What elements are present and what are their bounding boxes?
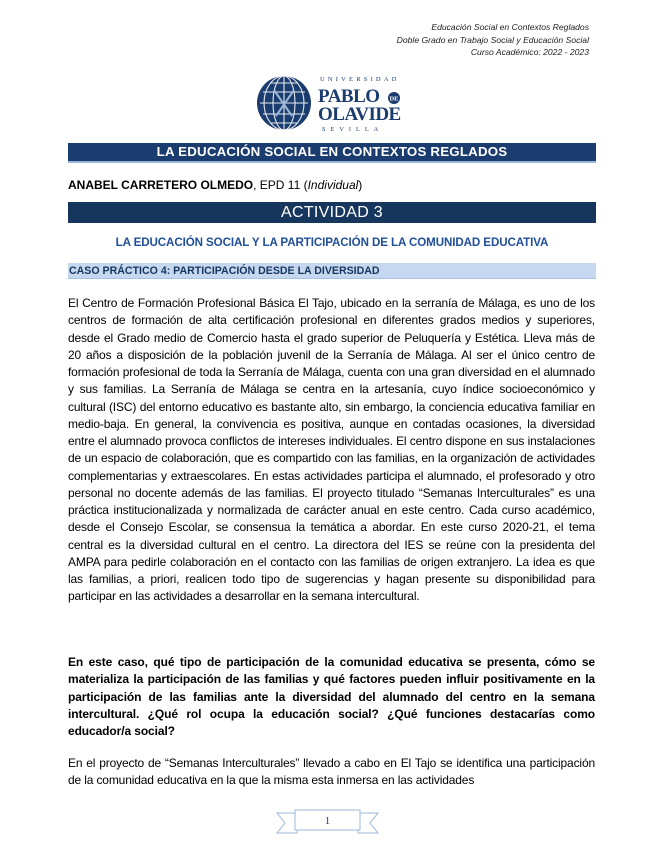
page-number-ribbon [275, 807, 380, 837]
page-number: 1 [324, 815, 331, 827]
university-logo [256, 72, 416, 134]
author-name: ANABEL CARRETERO OLMEDO [68, 178, 254, 192]
logo-top-text: UNIVERSIDAD [320, 76, 400, 83]
globe-emblem [257, 76, 311, 130]
logo-name-line2: OLAVIDE [318, 104, 401, 125]
logo-name-line1: PABLO [318, 86, 380, 107]
author-line [68, 178, 362, 192]
logo-name-de: DE [389, 95, 399, 103]
header-academic-year: Curso Académico: 2022 - 2023 [470, 47, 589, 58]
header-degree: Doble Grado en Trabajo Social y Educación Social [396, 34, 589, 45]
author-close: ) [358, 178, 363, 192]
logo-city: SEVILLA [322, 126, 384, 133]
answer-paragraph: En el proyecto de “Semanas Interculturales” llevado a cabo en El Tajo se identifica una participación de la comunidad educativa en la que la misma esta inmersa en las actividades [68, 756, 595, 788]
author-mode: Individual [307, 178, 359, 192]
course-title-banner: LA EDUCACIÓN SOCIAL EN CONTEXTOS REGLADOS [68, 143, 596, 163]
case-description-paragraph: El Centro de Formación Profesional Básica El Tajo, ubicado en la serranía de Málaga, es uno de los centros de formación de alta certificación profesional en diferentes grados medios y superiores, desde el Grado medio de Comercio hasta el grado superior de Peluquería y Estética. Lleva más de 20 años a disposición de la población juvenil de la Serranía de Málaga. Al ser el único centro de formación profesional de toda la Serranía de Málaga, cuenta con una gran diversidad en el alumnado y sus familias. La Serranía de Málaga se centra en la artesanía, cuyo índice socioeconómico y cultural (ISC) del entorno educativo es bastante alto, sin embargo, la conciencia educativa familiar en medio-baja. En general, la convivencia es positiva, aunque en contadas ocasiones, la diversidad entre el alumnado provoca conflictos de intereses individuales. El centro dispone en sus instalaciones de un espacio de colaboración, que es compartido con las familias, en la organización de actividades complementarias y extraescolares. En estas actividades participa el alumnado, el profesorado y otro personal no docente además de las familias. El proyecto titulado “Semanas Interculturales” es una práctica institucionalizada y normalizada de carácter anual en este centro. Cada curso académico, desde el Consejo Escolar, se consensua la temática a abordar. En este curso 2020-21, el tema central es la diversidad cultural en el centro. La directora del IES se reúne con la presidenta del AMPA para pedirle colaboración en el contacto con las familias de origen extranjero. La idea es que las familias, a priori, realicen todo tipo de sugerencias y hagan presente su disponibilidad para participar en las actividades a desarrollar en la semana intercultural. [68, 296, 595, 604]
activity-banner: ACTIVIDAD 3 [68, 202, 596, 223]
author-group: , EPD 11 ( [253, 178, 308, 192]
activity-subtitle: LA EDUCACIÓN SOCIAL Y LA PARTICIPACIÓN DE LA COMUNIDAD EDUCATIVA [115, 236, 549, 249]
case-question: En este caso, qué tipo de participación de la comunidad educativa se presenta, cómo se materializa la participación de las familias y qué factores pueden influir positivamente en la participación de las familias ante la diversidad del alumnado del centro en la semana intercultural. ¿Qué rol ocupa la educación social? ¿Qué funciones destacarías como educador/a social? [68, 655, 595, 739]
case-title: CASO PRÁCTICO 4: PARTICIPACIÓN DESDE LA DIVERSIDAD [68, 263, 596, 279]
header-subject: Educación Social en Contextos Reglados [431, 22, 589, 32]
document-header [397, 21, 589, 59]
